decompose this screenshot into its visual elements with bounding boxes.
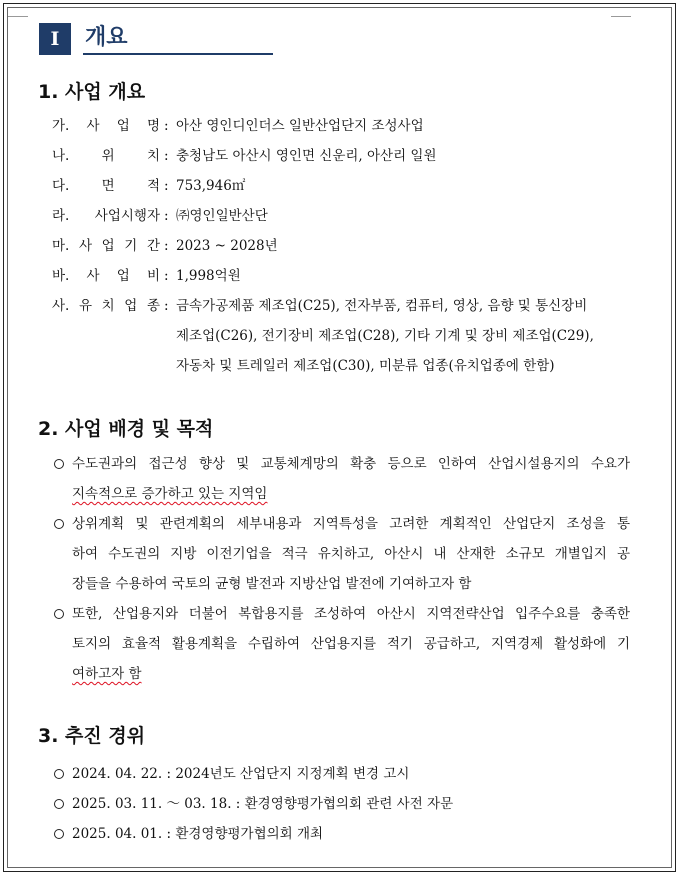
chapter-number: I	[39, 23, 71, 55]
section1-heading: 1. 사업 개요	[38, 81, 146, 103]
overview-value: 금속가공제품 제조업(C25), 전자부품, 컴퓨터, 영상, 음향 및 통신장비	[176, 298, 588, 314]
hollow-circle-icon	[54, 799, 64, 809]
timeline-text	[72, 764, 409, 784]
bullet-text	[72, 604, 630, 624]
overview-label: 사. 유 치 업 종	[52, 298, 160, 314]
overview-value: 자동차 및 트레일러 제조업(C30), 미분류 업종(유치업종에 한함)	[176, 358, 555, 374]
chapter-underline	[83, 53, 273, 55]
timeline-description: 환경영향평가협의회 개최	[175, 826, 324, 842]
timeline-description: 2024년도 산업단지 지정계획 변경 고시	[175, 766, 410, 782]
overview-colon: :	[164, 208, 169, 224]
timeline-separator: :	[235, 796, 241, 812]
overview-value: 제조업(C26), 전기장비 제조업(C28), 기타 기계 및 장비 제조업(C29),	[176, 328, 594, 344]
overview-label: 라. 사업시행자	[52, 208, 160, 224]
timeline-date: 2025. 04. 01.	[72, 826, 163, 842]
corner-mark-right	[611, 16, 631, 17]
overview-colon: :	[164, 298, 169, 314]
overview-value: 753,946㎡	[176, 178, 246, 194]
overview-colon: :	[164, 118, 169, 134]
bullet-text	[72, 634, 630, 654]
overview-colon: :	[164, 148, 169, 164]
corner-mark-left	[8, 16, 28, 17]
chapter-heading	[39, 23, 273, 55]
overview-colon: :	[164, 178, 169, 194]
bullet-text: 여하고자 함	[72, 666, 142, 682]
overview-label: 나. 위 치	[52, 148, 160, 164]
section2-heading: 2. 사업 배경 및 목적	[38, 418, 214, 440]
overview-label: 가. 사 업 명	[52, 118, 160, 134]
bullet-line-text: 하여 수도권의 지방 이전기업을 적극 유치하고, 아산시 내 산재한 소규모 개별입지 공	[72, 546, 630, 562]
overview-colon: :	[164, 238, 169, 254]
hollow-circle-icon	[54, 459, 64, 469]
overview-value: 아산 영인디인더스 일반산업단지 조성사업	[176, 118, 424, 134]
document-page	[3, 3, 676, 872]
bullet-text	[72, 514, 630, 534]
timeline-separator: :	[166, 826, 172, 842]
overview-label: 바. 사 업 비	[52, 268, 160, 284]
hollow-circle-icon	[54, 519, 64, 529]
timeline-text	[72, 824, 323, 844]
hollow-circle-icon	[54, 769, 64, 779]
bullet-text	[72, 544, 630, 564]
bullet-text	[72, 454, 630, 474]
bullet-line-text: 또한, 산업용지와 더불어 복합용지를 조성하여 아산시 지역전략산업 입주수요를 충족한	[72, 606, 630, 622]
overview-value: 1,998억원	[176, 268, 241, 284]
overview-label: 마. 사 업 기 간	[52, 238, 160, 254]
bullet-line-text: 토지의 효율적 활용계획을 수립하여 산업용지를 적기 공급하고, 지역경제 활성화에 기	[72, 636, 630, 652]
overview-value: 충청남도 아산시 영인면 신운리, 아산리 일원	[176, 148, 437, 164]
bullet-text: 지속적으로 증가하고 있는 지역임	[72, 486, 268, 502]
bullet-line-text: 수도권과의 접근성 향상 및 교통체계망의 확충 등으로 인하여 산업시설용지의 수요가	[72, 456, 630, 472]
overview-label: 다. 면 적	[52, 178, 160, 194]
section3-heading: 3. 추진 경위	[38, 725, 146, 747]
timeline-date: 2024. 04. 22.	[72, 766, 163, 782]
timeline-description: 환경영향평가협의회 관련 사전 자문	[244, 796, 454, 812]
timeline-text	[72, 794, 453, 814]
overview-value: ㈜영인일반산단	[176, 208, 268, 224]
overview-colon: :	[164, 268, 169, 284]
hollow-circle-icon	[54, 829, 64, 839]
hollow-circle-icon	[54, 609, 64, 619]
chapter-title: 개요	[85, 25, 128, 50]
overview-value: 2023 ~ 2028년	[176, 238, 278, 254]
bullet-line-text: 상위계획 및 관련계획의 세부내용과 지역특성을 고려한 계획적인 산업단지 조성을 통	[72, 516, 630, 532]
bullet-text: 장들을 수용하여 국토의 균형 발전과 지방산업 발전에 기여하고자 함	[72, 576, 472, 592]
timeline-date: 2025. 03. 11. ～ 03. 18.	[72, 796, 232, 812]
timeline-separator: :	[166, 766, 172, 782]
